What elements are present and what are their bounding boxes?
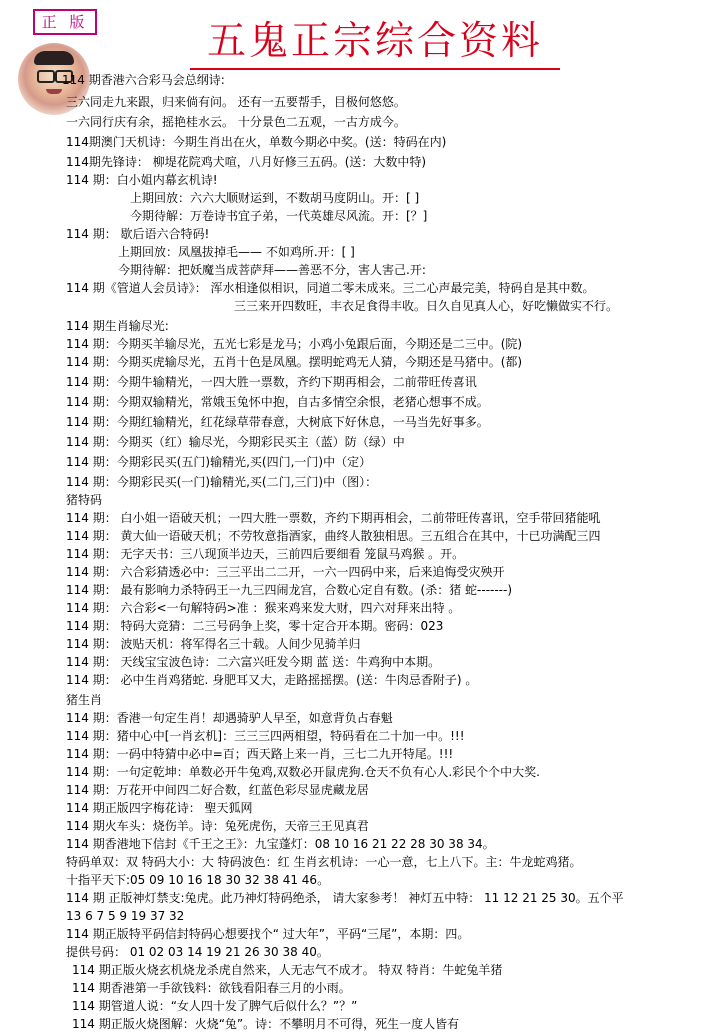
text-line: 114 期：今期彩民买(一门)输精光,买(二门,三门)中（图）： bbox=[66, 475, 378, 489]
text-line: 114 期：猪中心中[一肖玄机]：三三三四两相望，特码看在二十加一中。!!! bbox=[66, 729, 465, 743]
text-line: 114 期：今期买（红）输尽光，今期彩民买主（蓝）防（绿）中 bbox=[66, 435, 405, 449]
text-line: 114 期管道人说：“女人四十发了脾气后似什么？”？” bbox=[72, 999, 358, 1013]
text-line: 114 期：今期彩民买(五门)输精光,买(四门,一门)中（定） bbox=[66, 455, 372, 469]
text-line: 114 期：一码中特猜中必中=百；西天路上来一肖，三七二九开特尾。!!! bbox=[66, 747, 454, 761]
text-line: 特码单双：双 特码大小：大 特码波色：红 生肖玄机诗：一心一意，七上八下。主：牛龙蛇鸡猪。 bbox=[66, 855, 582, 869]
text-line: 114 期： 必中生肖鸡猪蛇. 身肥耳又大，走路摇摇摆。(送：牛肉忌香附子) 。 bbox=[66, 673, 478, 687]
text-line: 上期回放：凤凰拔掉毛—— 不如鸡所.开：[ ] bbox=[118, 245, 355, 259]
text-line: 今期待解：把妖魔当成菩萨拜——善恶不分，害人害己.开: bbox=[118, 263, 426, 277]
text-line: 114 期： 六合彩<一句解特码>准 ：猴来鸡来发大财，四六对拜来出特 。 bbox=[66, 601, 461, 615]
text-line: 猪生肖 bbox=[66, 693, 103, 707]
text-line: 114 期：白小姐内幕玄机诗! bbox=[66, 173, 218, 187]
text-line: 114 期火车头：烧伤羊。诗：兔死虎伤，天帝三王见真君 bbox=[66, 819, 369, 833]
text-line: 114期先锋诗： 柳堤花院鸡犬喧，八月好修三五码。(送：大数中特) bbox=[66, 155, 427, 169]
text-line: 114 期：一句定乾坤：单数必开牛兔鸡,双数必开鼠虎狗.仓天不负有心人.彩民个个中大奖. bbox=[66, 765, 540, 779]
text-line: 114 期香港六合彩马会总纲诗: bbox=[62, 73, 225, 87]
text-line: 13 6 7 5 9 19 37 32 bbox=[66, 909, 185, 923]
text-line: 114 期： 歇后语六合特码! bbox=[66, 227, 210, 241]
text-line: 114 期： 白小姐一语破天机；一四大胜一票数，齐约下期再相会，二前带旺传喜讯，空手带回猪能吼 bbox=[66, 511, 601, 525]
text-line: 114 期：香港一句定生肖！却遇骑驴人早至，如意背负占春魁 bbox=[66, 711, 393, 725]
text-line: 114 期 正版神灯禁支:兔虎。此乃神灯特码绝杀， 请大家参考！ 神灯五中特： 11 12 21 25 30。五个平 bbox=[66, 891, 624, 905]
genuine-edition-badge: 正 版 bbox=[33, 9, 97, 35]
text-line: 三三来开四数旺，丰衣足食得丰收。日久自见真人心，好吃懒做实不行。 bbox=[234, 299, 619, 313]
text-line: 114 期生肖输尽光: bbox=[66, 319, 169, 333]
text-line: 114期澳门天机诗：今期生肖出在火，单数今期必中奖。(送：特码在内) bbox=[66, 135, 447, 149]
text-line: 114 期：今期买羊输尽光，五光七彩是龙马；小鸡小兔跟后面，今期还是二三中。(院) bbox=[66, 337, 523, 351]
text-line: 114 期正版特平码信封特码心想要找个“ 过大年”，平码“三尾”，本期：四。 bbox=[66, 927, 470, 941]
text-line: 114 期：万花开中间四二好合数，红蓝色彩尽显虎藏龙居 bbox=[66, 783, 369, 797]
text-line: 三六同走九来跟，归来倘有问。 还有一五要帮手，目极何悠悠。 bbox=[66, 95, 406, 109]
text-line: 114 期： 无字天书：三八现顶半边天，三前四后要细看 笼鼠马鸡猴 。开。 bbox=[66, 547, 465, 561]
text-line: 114 期：今期牛输精光，一四大胜一票数，齐约下期再相会，二前带旺传喜讯 bbox=[66, 375, 477, 389]
text-line: 114 期： 特码大竞猜：二三号码争上奖，零十定合开本期。密码：023 bbox=[66, 619, 444, 633]
text-line: 114 期： 六合彩猜透必中：三三平出二二开，一六一四码中来，后来追悔受灾殃开 bbox=[66, 565, 505, 579]
text-line: 十指平天下:05 09 10 16 18 30 32 38 41 46。 bbox=[66, 873, 330, 887]
text-line: 114 期： 天线宝宝波色诗：二六富兴旺发今期 蓝 送：牛鸡狗中本期。 bbox=[66, 655, 441, 669]
text-line: 114 期：今期双输精光，常娥玉兔怀中抱，自古多情空余恨，老猪心想事不成。 bbox=[66, 395, 489, 409]
text-line: 114 期香港地下信封《千王之王》：九宝蓬灯：08 10 16 21 22 28 30 38 34。 bbox=[66, 837, 495, 851]
text-line: 114 期正版四字梅花诗： 聖天狐网 bbox=[66, 801, 253, 815]
text-line: 一六同行庆有余，摇艳桂水云。 十分景色二五观，一古方成今。 bbox=[66, 115, 406, 129]
text-line: 114 期：今期买虎输尽光，五肖十色是凤凰。摆明蛇鸡无人猜，今期还是马猪中。(都) bbox=[66, 355, 523, 369]
text-line: 114 期正版火烧玄机烧龙杀虎自然来，人无志气不成才。 特双 特肖：牛蛇兔羊猪 bbox=[72, 963, 503, 977]
text-line: 114 期： 最有影响力杀特码王一九三四闹龙宫，合数心定自有数。(杀：猪 蛇-------) bbox=[66, 583, 513, 597]
page-title: 五鬼正宗综合资料 bbox=[190, 20, 560, 70]
text-line: 上期回放：六六大顺财运到，不数胡马度阴山。开：[ ] bbox=[130, 191, 420, 205]
text-line: 114 期正版火烧图解：火烧“兔”。诗：不攀明月不可得，死生一度人皆有 bbox=[72, 1017, 460, 1031]
text-line: 114 期：今期红输精光，红花绿草带春意，大树底下好休息，一马当先好事多。 bbox=[66, 415, 489, 429]
text-line: 114 期《管道人会员诗》： 浑水相逢似相识，同道二零未成来。三二心声最完美，特码自是其中数。 bbox=[66, 281, 595, 295]
text-line: 114 期： 黄大仙一语破天机；不劳牧意指酒家，曲终人散独相思。三五组合在其中，十已功满配三四 bbox=[66, 529, 601, 543]
text-line: 114 期香港第一手欲钱料：欲钱看阳春三月的小雨。 bbox=[72, 981, 351, 995]
text-line: 猪特码 bbox=[66, 493, 103, 507]
text-line: 提供号码： 01 02 03 14 19 21 26 30 38 40。 bbox=[66, 945, 329, 959]
text-line: 114 期： 波贴天机：将军得名三十载。人间少见骑羊归 bbox=[66, 637, 361, 651]
text-line: 今期待解：万卷诗书宜子弟，一代英雄尽风流。开：[？] bbox=[130, 209, 428, 223]
